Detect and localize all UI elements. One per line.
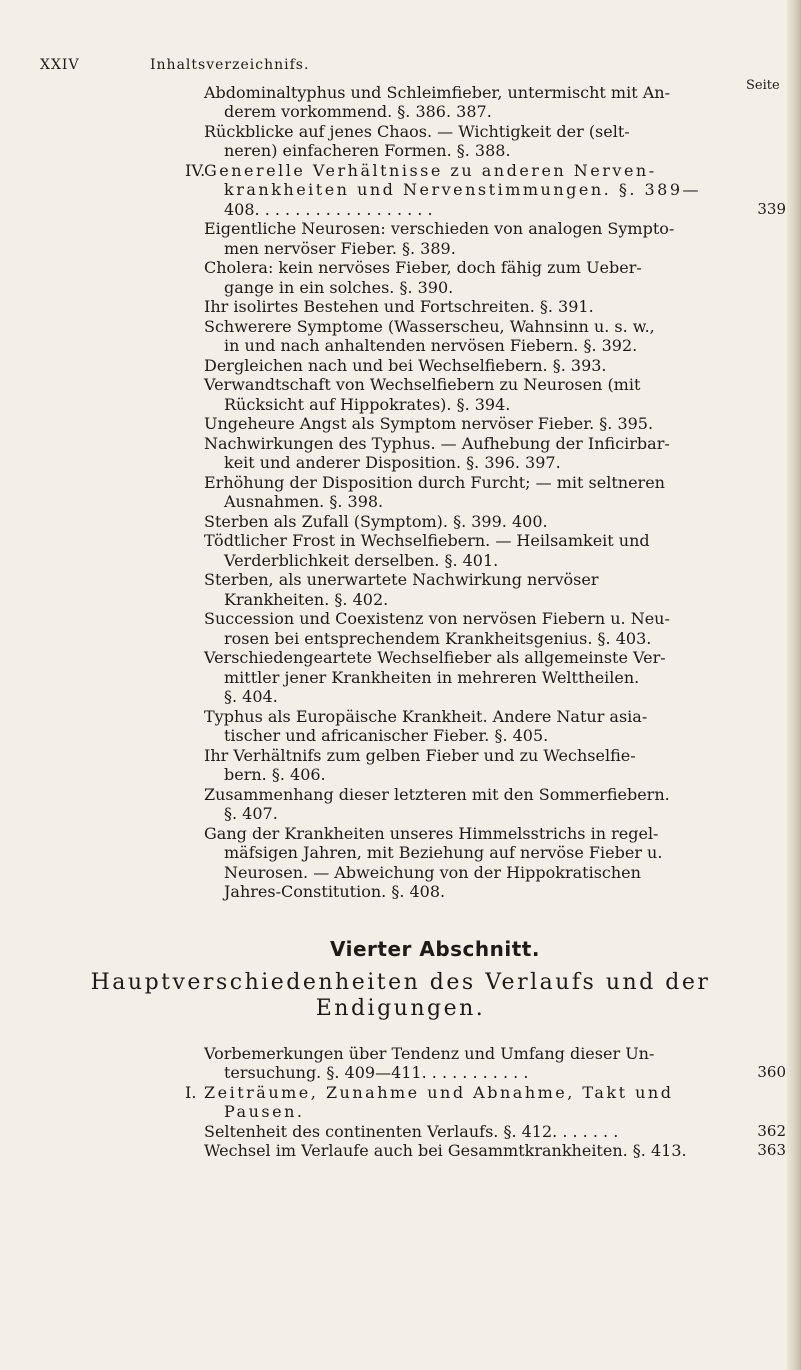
toc-line: §. 407. [224, 804, 278, 823]
page-edge [787, 0, 801, 1370]
toc-line: Sterben als Zufall (Symptom). §. 399. 400. [204, 512, 548, 531]
toc-line: mittler jener Krankheiten in mehreren Welttheilen. [224, 668, 640, 687]
toc-line: men nervöser Fieber. §. 389. [224, 239, 456, 258]
page-number: 363 [757, 1141, 786, 1159]
toc-line: Nachwirkungen des Typhus. — Aufhebung der Inficirbar- [204, 434, 670, 453]
toc-line: Rücksicht auf Hippokrates). §. 394. [224, 395, 511, 414]
toc-line: Abdominaltyphus und Schleimfieber, untermischt mit An- [204, 83, 670, 102]
toc-line: Ungeheure Angst als Symptom nervöser Fieber. §. 395. [204, 414, 654, 433]
toc-line: Seltenheit des continenten Verlaufs. §. 412. . . . . . . [204, 1122, 619, 1141]
toc-heading: krankheiten und Nervenstimmungen. §. 389— [224, 180, 702, 199]
toc-line: gange in ein solches. §. 390. [224, 278, 454, 297]
toc-line: Cholera: kein nervöses Fieber, doch fähig zum Ueber- [204, 258, 642, 277]
toc-line: Dergleichen nach und bei Wechselfiebern. §. 393. [204, 356, 607, 375]
toc-line: in und nach anhaltenden nervösen Fiebern. §. 392. [224, 336, 638, 355]
toc-line: Verderblichkeit derselben. §. 401. [224, 551, 499, 570]
toc-heading: Generelle Verhältnisse zu anderen Nerven- [204, 161, 657, 180]
toc-line: rosen bei entsprechendem Krankheitsgenius. §. 403. [224, 629, 652, 648]
toc-line: Sterben, als unerwartete Nachwirkung nervöser [204, 570, 599, 589]
toc-heading: Zeiträume, Zunahme und Abnahme, Takt und [204, 1083, 674, 1102]
toc-line: bern. §. 406. [224, 765, 326, 784]
page-number: 339 [757, 200, 786, 218]
toc-line: keit und anderer Disposition. §. 396. 397. [224, 453, 561, 472]
roman-numeral-i: I. [185, 1083, 197, 1102]
toc-line: Gang der Krankheiten unseres Himmelsstrichs in regel- [204, 824, 659, 843]
running-head [40, 57, 310, 73]
roman-numeral-iv: IV. [185, 161, 206, 180]
toc-heading: Pausen. [224, 1102, 305, 1121]
toc-line: Eigentliche Neurosen: verschieden von analogen Sympto- [204, 219, 675, 238]
toc-line: tischer und africanischer Fieber. §. 405. [224, 726, 549, 745]
toc-line: neren) einfacheren Formen. §. 388. [224, 141, 511, 160]
toc-line: Wechsel im Verlaufe auch bei Gesammtkrankheiten. §. 413. [204, 1141, 687, 1160]
toc-line: Zusammenhang dieser letzteren mit den Sommerfiebern. [204, 785, 670, 804]
toc-line: 408. . . . . . . . . . . . . . . . . . [224, 200, 433, 219]
section-heading: Vierter Abschnitt. [330, 937, 540, 961]
page-number: 360 [757, 1063, 786, 1081]
chapter-title: Hauptverschiedenheiten des Verlaufs und der [90, 970, 711, 995]
toc-line: Ihr isolirtes Bestehen und Fortschreiten. §. 391. [204, 297, 594, 316]
toc-line: Jahres-Constitution. §. 408. [224, 882, 446, 901]
page-number: 362 [757, 1122, 786, 1140]
running-title: Inhaltsverzeichnifs. [150, 57, 310, 73]
toc-line: Ausnahmen. §. 398. [224, 492, 384, 511]
toc-line: Verschiedengeartete Wechselfieber als allgemeinste Ver- [204, 648, 666, 667]
toc-line: §. 404. [224, 687, 278, 706]
toc-line: Verwandtschaft von Wechselfiebern zu Neurosen (mit [204, 375, 641, 394]
roman-page-number: XXIV [40, 57, 80, 73]
toc-line: derem vorkommend. §. 386. 387. [224, 102, 492, 121]
toc-line: Succession und Coexistenz von nervösen Fiebern u. Neu- [204, 609, 670, 628]
seite-label: Seite [746, 78, 780, 93]
toc-line: Erhöhung der Disposition durch Furcht; — mit seltneren [204, 473, 665, 492]
toc-line: Typhus als Europäische Krankheit. Andere Natur asia- [204, 707, 648, 726]
toc-line: Rückblicke auf jenes Chaos. — Wichtigkeit der (selt- [204, 122, 630, 141]
toc-line: Ihr Verhältnifs zum gelben Fieber und zu Wechselfie- [204, 746, 636, 765]
toc-line: Schwerere Symptome (Wasserscheu, Wahnsinn u. s. w., [204, 317, 655, 336]
toc-line: mäfsigen Jahren, mit Beziehung auf nervöse Fieber u. [224, 843, 663, 862]
chapter-title: Endigungen. [315, 996, 486, 1021]
toc-line: Neurosen. — Abweichung von der Hippokratischen [224, 863, 641, 882]
toc-line: tersuchung. §. 409—411. . . . . . . . . . . [224, 1063, 529, 1082]
toc-line: Tödtlicher Frost in Wechselfiebern. — Heilsamkeit und [204, 531, 650, 550]
toc-line: Krankheiten. §. 402. [224, 590, 389, 609]
toc-line: Vorbemerkungen über Tendenz und Umfang dieser Un- [204, 1044, 655, 1063]
